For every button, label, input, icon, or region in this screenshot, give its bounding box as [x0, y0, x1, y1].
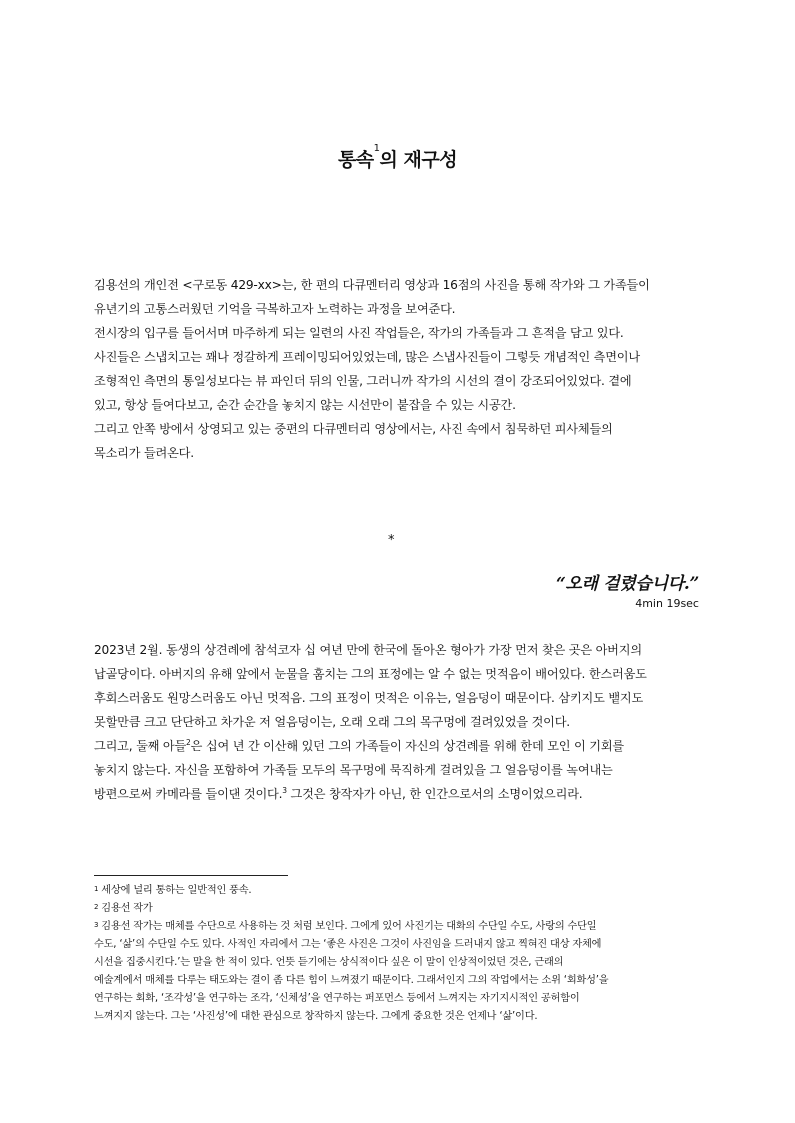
intro-line: 그리고 안쪽 방에서 상영되고 있는 중편의 다큐멘터리 영상에서는, 사진 속에서 침묵하던 피사체들의: [94, 422, 613, 436]
footnote-number: 2: [94, 903, 99, 911]
footnote-marker: 2: [186, 738, 191, 747]
body-line: 후회스러움도 원망스러움도 아닌 멋적음. 그의 표정이 멋적은 이유는, 얼음덩이 때문이다. 삼키지도 뱉지도: [94, 691, 644, 705]
intro-line: 목소리가 들려온다.: [94, 446, 194, 460]
footnote-marker: 3: [282, 786, 287, 795]
footnote-number: 3: [94, 921, 99, 929]
title-text: 통속: [337, 149, 374, 171]
body-paragraph: [94, 638, 709, 806]
footnote-divider: [94, 875, 288, 876]
intro-line: 김용선의 개인전 <구로동 429-xx>는, 한 편의 다큐멘터리 영상과 16점의 사진을 통해 작가와 그 가족들이: [94, 278, 650, 292]
body-line-text: 방편으로써 카메라를 들이댄 것이다.: [94, 787, 283, 801]
body-line: 놓치지 않는다. 자신을 포함하여 가족들 모두의 목구멍에 묵직하게 걸려있을 그 얼음덩이를 녹여내는: [94, 763, 613, 777]
quote-heading: “오래 걸렸습니다.”: [555, 574, 699, 594]
intro-line: 조형적인 측면의 통일성보다는 뷰 파인더 뒤의 인물, 그러니까 작가의 시선의 결이 강조되어있었다. 곁에: [94, 374, 632, 388]
footnote-text: 김용선 작가: [98, 903, 153, 914]
intro-line: 전시장의 입구를 들어서며 마주하게 되는 일련의 사진 작업들은, 작가의 가족들과 그 흔적을 담고 있다.: [94, 326, 624, 340]
footnote-text-line: 느껴지지 않는다. 그는 ‘사진성’에 대한 관심으로 창작하지 않는다. 그에게 중요한 것은 언제나 ‘삶’이다.: [94, 1011, 538, 1022]
body-line: [94, 782, 709, 806]
body-line-text: 그리고, 둘째 아들: [94, 739, 187, 753]
footnote-text: 세상에 널리 통하는 일반적인 풍속.: [98, 885, 252, 896]
footnotes: [94, 882, 714, 1026]
footnote-text-line: 수도, ‘삶’의 수단일 수도 있다. 사적인 자리에서 그는 ‘좋은 사진은 그것이 사진임을 드러내지 않고 찍혀진 대상 자체에: [94, 939, 602, 950]
body-line: 납골당이다. 아버지의 유해 앞에서 눈물을 훔치는 그의 표정에는 알 수 없는 멋적음이 배어있다. 한스러움도: [94, 667, 647, 681]
page-title: [0, 145, 795, 172]
footnote-text-line: 예술계에서 매체를 다루는 태도와는 결이 좀 다른 힘이 느껴졌기 때문이다. 그래서인지 그의 작업에서는 소위 ‘회화성’을: [94, 975, 609, 986]
intro-line: 사진들은 스냅치고는 꽤나 정갈하게 프레이밍되어있었는데, 많은 스냅사진들이 그렇듯 개념적인 측면이나: [94, 350, 640, 364]
video-duration: 4min 19sec: [635, 597, 699, 610]
intro-line: 유년기의 고통스러웠던 기억을 극복하고자 노력하는 과정을 보여준다.: [94, 302, 456, 316]
footnote-text-line: 연구하는 회화, ‘조각성’을 연구하는 조각, ‘신체성’을 연구하는 퍼포먼스 등에서 느껴지는 자기지시적인 공허함이: [94, 993, 580, 1004]
footnote-3: [94, 918, 714, 936]
body-line: 못할만큼 크고 단단하고 차가운 저 얼음덩이는, 오래 오래 그의 목구멍에 걸려있었을 것이다.: [94, 715, 570, 729]
footnote-1: [94, 882, 714, 900]
footnote-text: 김용선 작가는 매체를 수단으로 사용하는 것 처럼 보인다. 그에게 있어 사진기는 대화의 수단일 수도, 사랑의 수단일: [98, 921, 597, 932]
section-separator: *: [388, 533, 395, 548]
footnote-text-line: 시선을 집중시킨다.’는 말을 한 적이 있다. 언뜻 듣기에는 상식적이다 싶은 이 말이 인상적이었던 것은, 근래의: [94, 957, 564, 968]
title-rest: 의 재구성: [379, 149, 458, 171]
body-line-text: 은 십여 년 간 이산해 있던 그의 가족들이 자신의 상견례를 위해 한데 모인 이 기회를: [190, 739, 624, 753]
footnote-2: [94, 900, 714, 918]
intro-line: 있고, 항상 들여다보고, 순간 순간을 놓치지 않는 시선만이 붙잡을 수 있는 시공간.: [94, 398, 516, 412]
body-line: 2023년 2월. 동생의 상견례에 참석코자 십 여년 만에 한국에 돌아온 형아가 가장 먼저 찾은 곳은 아버지의: [94, 643, 642, 657]
title-footnote-marker: 1: [373, 143, 380, 154]
intro-paragraph: [94, 273, 709, 465]
body-line-text: 그것은 창작자가 아닌, 한 인간으로서의 소명이었으리라.: [286, 787, 583, 801]
body-line: [94, 734, 709, 758]
footnote-number: 1: [94, 885, 99, 893]
